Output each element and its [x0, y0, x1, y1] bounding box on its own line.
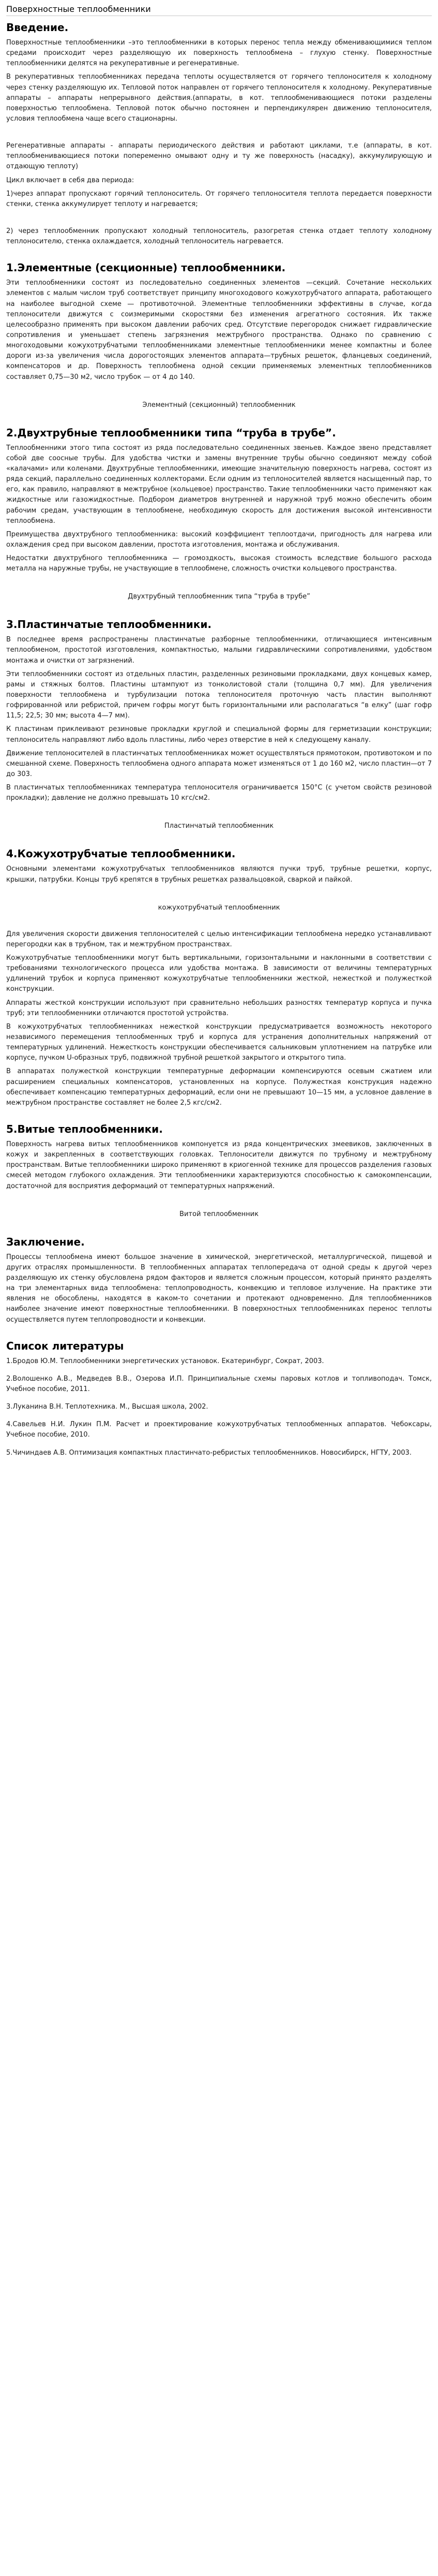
section-3-paragraph: В последнее время распространены пластинчатые разборные теплообменники, отличающиеся интенсивным теплообменом, простотой изготовления, компактностью, малыми гидравлическими сопротивлениями, удобством монтажа и очистки от загрязнений. — [6, 636, 432, 665]
section-4-paragraph: В кожухотрубчатых теплообменниках нежесткой конструкции предусматривается возможность некоторого независимого перемещения теплообменных труб и корпуса для устранения дополнительных напряжений от температурных удлинений. Нежесткость конструкции обеспечивается сальниковым уплотнением на патрубке или корпусе, пучком U-образных труб, подвижной трубной решеткой закрытого и открытого типа. — [6, 1022, 432, 1062]
section-3-paragraph: В пластинчатых теплообменниках температура теплоносителя ограничивается 150°С (с учетом свойств резиновой прокладки); давление не должно превышать 10 кгс/см2. — [6, 784, 432, 802]
reference-item: 5.Чичиндаев А.В. Оптимизация компактных пластинчато-ребристых теплообменников. Новосибирск, НГТУ, 2003. — [6, 1448, 412, 1457]
intro-paragraph: Цикл включает в себя два периода: — [6, 176, 134, 184]
references-heading: Список литературы — [6, 1339, 124, 1352]
section-4-paragraph: Основными элементами кожухотрубчатых теплообменников являются пучки труб, трубные решетки, корпус, крышки, патрубки. Концы труб крепятся в трубных решетках развальцовкой, сваркой и пайкой. — [6, 865, 432, 884]
section-1-paragraph: Эти теплообменники состоят из последовательно соединенных элементов —секций. Сочетание нескольких элементов с малым числом труб соответствует принципу многоходового кожухотрубчатого аппарата, работающего на наиболее выгодной схеме — противоточной. Элементные теплообменники эффективны в случае, когда теплоносители движутся с соизмеримыми скоростями без изменения агрегатного состояния. Их также целесообразно применять при высоком давлении рабочих сред. Отсутствие перегородок снижает гидравлические сопротивления и уменьшает степень загрязнения межтрубного пространства. Однако по сравнению с многоходовыми кожухотрубчатыми теплообменниками элементные теплообменники менее компактны и более дороги из-за увеличения числа дорогостоящих элементов аппарата—трубных решеток, фланцевых соединений, компенсаторов и др. Поверхность теплообмена одной секции применяемых элементных теплообменников составляет 0,75—30 м2, число трубок — от 4 до 140. — [6, 279, 432, 381]
section-4-paragraph: Для увеличения скорости движения теплоносителей с целью интенсификации теплообмена нередко устанавливают перегородки как в трубном, так и межтрубном пространствах. — [6, 930, 432, 948]
section-1-heading: 1.Элементные (секционные) теплообменники. — [6, 261, 286, 274]
intro-paragraph: Регенеративные аппараты - аппараты периодического действия и работают циклами, т.е (аппараты, в кот. теплообменивающиеся потоки попеременно омывают одну и ту же поверхность (насадку), аккумулирующую и отдающую теплоту) — [6, 142, 432, 171]
section-4-paragraph: Аппараты жесткой конструкции используют при сравнительно небольших разностях температур корпуса и пучка труб; эти теплообменники отличаются простотой устройства. — [6, 999, 432, 1017]
intro-heading: Введение. — [6, 21, 69, 34]
section-3-paragraph: Движение теплоносителей в пластинчатых теплообменниках может осуществляться прямотоком, противотоком и по смешанной схеме. Поверхность теплообмена одного аппарата может изменяться от 1 до 160 м2, число пластин—от 7 до 303. — [6, 749, 432, 779]
references-list — [6, 1356, 432, 1458]
section-1-figure-caption: Элементный (секционный) теплообменник — [142, 401, 296, 409]
intro-paragraph: Поверхностные теплообменники –это теплообменники в которых перенос тепла между обменивающимися теплом средами происходит через разделяющую их поверхность теплообмена – глухую стенку. Поверхностные теплообменники делятся на рекуперативные и регенеративные. — [6, 39, 432, 68]
section-3-paragraph: Эти теплообменники состоят из отдельных пластин, разделенных резиновыми прокладками, двух концевых камер, рамы и стяжных болтов. Пластины штампуют из тонколистовой стали (толщина 0,7 мм). Для увеличения поверхности теплообмена и турбулизации потока теплоносителя проточную часть пластин выполняют гофрированной или ребристой, причем гофры могут быть горизонтальными или располагаться “в елку” (шаг гофр 11,5; 22,5; 30 мм; высота 4—7 мм). — [6, 670, 432, 720]
document-title: Поверхностные теплообменники — [6, 4, 432, 16]
reference-item: 3.Луканина В.Н. Теплотехника. М., Высшая школа, 2002. — [6, 1403, 208, 1411]
section-2-figure-caption: Двухтрубный теплообменник типа “труба в трубе” — [128, 593, 310, 601]
intro-paragraph: В рекуперативных теплообменниках передача теплоты осуществляется от горячего теплоносителя к холодному через стенку разделяющую их. Тепловой поток направлен от горячего теплоносителя к холодному. Рекуперативные аппараты – аппараты непрерывного действия.(аппараты, в кот. теплообменивающиеся потоки разделены поверхностью теплообмена. Тепловой поток обычно постоянен и перпендикулярен движению теплоносителя, условия теплообмена чаще всего стационарны. — [6, 73, 432, 123]
section-2-paragraph: Преимущества двухтрубного теплообменника: высокий коэффициент теплоотдачи, пригодность для нагрева или охлаждения сред при высоком давлении, простота изготовления, монтажа и обслуживания. — [6, 530, 432, 549]
conclusion-heading: Заключение. — [6, 1235, 85, 1248]
section-2-paragraph: Теплообменники этого типа состоят из ряда последовательно соединенных звеньев. Каждое звено представляет собой две соосные трубы. Для удобства чистки и замены внутренние трубы обычно соединяют между собой «калачами» или коленами. Двухтрубные теплообменники, имеющие значительную поверхность нагрева, состоят из ряда секций, параллельно соединенных коллекторами. Если одним из теплоносителей является насыщенный пар, то его, как правило, направляют в межтрубное (кольцевое) пространство. Такие теплообменники часто применяют как жидкостные или газожидкостные. Подбором диаметров внутренней и наружной труб можно обеспечить обоим рабочим средам, участвующим в теплообмене, необходимую скорость для достижения высокой интенсивности теплообмена. — [6, 444, 432, 525]
section-3-heading: 3.Пластинчатые теплообменники. — [6, 618, 212, 631]
intro-paragraph: 1)через аппарат пропускают горячий теплоноситель. От горячего теплоносителя теплота передается поверхности стенки, стенка аккумулирует теплоту и нагревается; — [6, 189, 432, 208]
reference-item: 2.Волошенко А.В., Медведев В.В., Озерова И.П. Принципиальные схемы паровых котлов и топливоподач. Томск, Учебное пособие, 2011. — [6, 1374, 432, 1393]
reference-item: 4.Савельев Н.И. Лукин П.М. Расчет и проектирование кожухотрубчатых теплообменных аппаратов. Чебоксары, Учебное пособие, 2010. — [6, 1421, 432, 1439]
section-3-paragraph: К пластинам приклеивают резиновые прокладки круглой и специальной формы для герметизации конструкции; теплоноситель направляют либо вдоль пластины, либо через отверстие в ней к следующему каналу. — [6, 725, 432, 744]
section-2-paragraph: Недостатки двухтрубного теплообменника — громоздкость, высокая стоимость вследствие большого расхода металла на наружные трубы, не участвующие в теплообмене, сложность очистки кольцевого пространства. — [6, 554, 432, 573]
section-5-figure-caption: Витой теплообменник — [179, 1210, 259, 1218]
reference-item: 1.Бродов Ю.М. Теплообменники энергетических установок. Екатеринбург, Сократ, 2003. — [6, 1357, 324, 1365]
section-5-heading: 5.Витые теплообменники. — [6, 1122, 163, 1135]
section-2-heading: 2.Двухтрубные теплообменники типа “труба в трубе”. — [6, 426, 336, 439]
section-4-heading: 4.Кожухотрубчатые теплообменники. — [6, 847, 236, 860]
section-4-paragraph: В аппаратах полужесткой конструкции температурные деформации компенсируются осевым сжатием или расширением специальных компенсаторов, установленных на корпусе. Полужесткая конструкция надежно обеспечивает компенсацию температурных деформаций, если они не превышают 10—15 мм, а условное давление в межтрубном пространстве составляет не более 2,5 кгс/см2. — [6, 1067, 432, 1107]
section-4-figure-caption: кожухотрубчатый теплообменник — [158, 903, 280, 912]
intro-paragraph: 2) через теплообменник пропускают холодный теплоноситель, разогретая стенка отдает теплоту холодному теплоносителю, стенка охлаждается, холодный теплоноситель нагревается. — [6, 227, 432, 246]
section-5-paragraph: Поверхность нагрева витых теплообменников компонуется из ряда концентрических змеевиков, заключенных в кожух и закрепленных в соответствующих головках. Теплоносители движутся по трубному и межтрубному пространствам. Витые теплообменники широко применяют в криогенной технике для процессов разделения газовых смесей методом глубокого охлаждения. Эти теплообменники характеризуются способностью к самокомпенсации, достаточной для восприятия деформаций от температурных напряжений. — [6, 1140, 432, 1190]
section-3-figure-caption: Пластинчатый теплообменник — [164, 822, 274, 830]
section-4-paragraph: Кожухотрубчатые теплообменники могут быть вертикальными, горизонтальными и наклонными в соответствии с требованиями технологического процесса или удобства монтажа. В зависимости от величины температурных удлинений трубок и корпуса применяют кожухотрубчатые теплообменники жесткой, нежесткой и полужесткой конструкции. — [6, 954, 432, 993]
conclusion-paragraph: Процессы теплообмена имеют большое значение в химической, энергетической, металлургической, пищевой и других отраслях промышленности. В теплообменных аппаратах теплопередача от одной среды к другой через разделяющую их стенку обусловлена рядом факторов и является сложным процессом, который принято разделять на три элементарных вида теплообмена: теплопроводность, конвекцию и тепловое излучение. На практике эти явления не обособлены, находятся в каком-то сочетании и протекают одновременно. Для теплообменников наиболее значение имеют поверхностные теплообменники. В поверхностных теплообменниках перенос теплоты осуществляется путем теплопроводности и конвекции. — [6, 1253, 432, 1324]
